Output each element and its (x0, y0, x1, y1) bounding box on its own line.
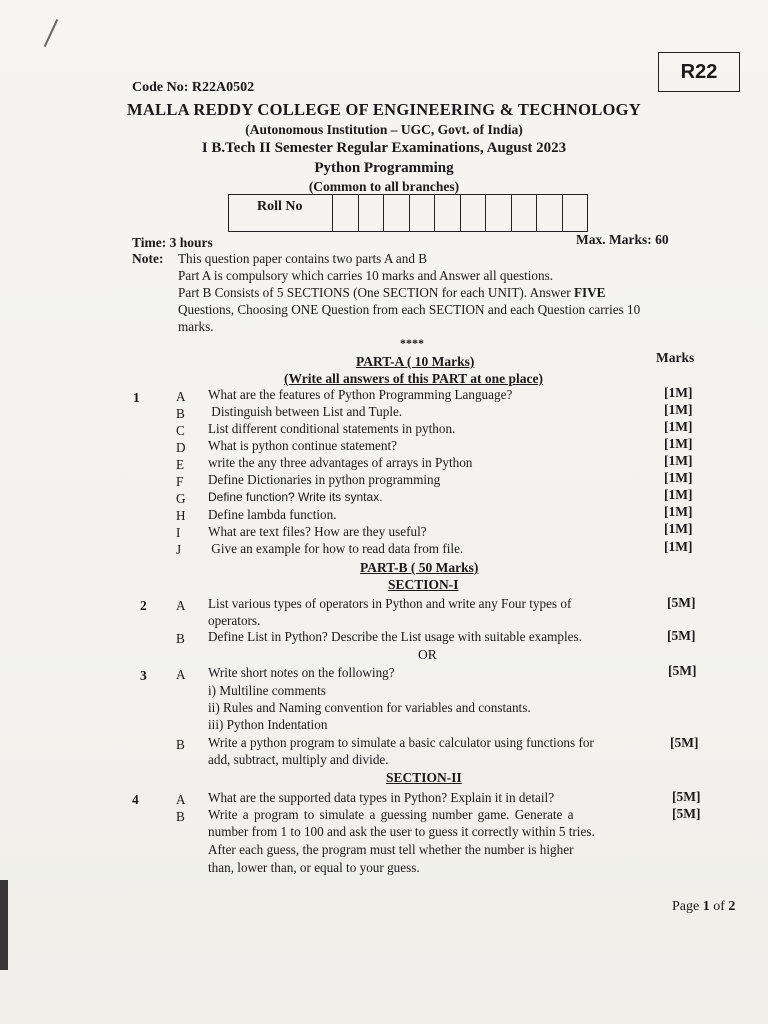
item-mark: [1M] (664, 487, 693, 502)
roll-digit-box[interactable] (537, 195, 563, 232)
item-text: What are the features of Python Programming Language? (208, 387, 513, 402)
marks-header: Marks (656, 350, 695, 365)
roll-number-grid (228, 194, 588, 232)
common-branches: (Common to all branches) (308, 179, 460, 194)
item-letter: B (176, 737, 185, 752)
item-mark: [5M] (672, 789, 701, 804)
item-mark: [1M] (664, 539, 693, 554)
item-text: Define Dictionaries in python programming (208, 472, 441, 487)
part-b-title: PART-B ( 50 Marks) (360, 560, 479, 575)
note-five: FIVE (573, 285, 606, 300)
item-text: List various types of operators in Python and write any Four types of (208, 596, 572, 611)
item-mark: [1M] (664, 470, 693, 485)
part-a-subtitle: (Write all answers of this PART at one place) (284, 371, 543, 386)
section-1-title: SECTION-I (388, 577, 459, 592)
item-letter: B (176, 406, 185, 421)
exam-title: I B.Tech II Semester Regular Examinations, August 2023 (201, 140, 567, 156)
item-text: After each guess, the program must tell whether the number is higher (208, 842, 574, 857)
item-letter: I (176, 525, 181, 540)
autonomy-line: (Autonomous Institution – UGC, Govt. of India) (245, 122, 523, 137)
roll-digit-box[interactable] (409, 195, 435, 232)
item-text: Define List in Python? Describe the List usage with suitable examples. (208, 629, 582, 644)
separator-stars: **** (400, 336, 424, 350)
item-mark: [1M] (664, 453, 693, 468)
item-letter: E (176, 457, 185, 472)
item-letter: B (176, 809, 185, 824)
item-letter: B (176, 631, 185, 646)
or-separator: OR (418, 647, 437, 662)
item-letter: D (176, 440, 186, 455)
item-letter: F (176, 474, 184, 489)
item-text: operators. (208, 613, 261, 628)
item-letter: A (176, 389, 186, 404)
page-number: 1 (702, 899, 710, 914)
note-line-2: Part A is compulsory which carries 10 marks and Answer all questions. (178, 268, 554, 283)
roll-no-label: Roll No (229, 195, 333, 232)
item-letter: J (176, 542, 182, 557)
item-text: Write a program to simulate a guessing number game. Generate a (208, 807, 574, 822)
item-text: Distinguish between List and Tuple. (208, 404, 403, 419)
note-line-3-text: Part B Consists of 5 SECTIONS (One SECTION for each UNIT). Answer (178, 285, 571, 300)
note-label: Note: (132, 251, 164, 266)
item-mark: [5M] (667, 595, 696, 610)
item-mark: [5M] (667, 628, 696, 643)
item-text: write the any three advantages of arrays in Python (208, 455, 473, 470)
item-text: iii) Python Indentation (208, 717, 328, 732)
note-line-3 (178, 285, 605, 301)
roll-digit-box[interactable] (460, 195, 486, 232)
page-indicator (672, 899, 735, 915)
roll-digit-box[interactable] (358, 195, 384, 232)
roll-digit-box[interactable] (435, 195, 461, 232)
code-number: Code No: R22A0502 (132, 80, 255, 95)
item-letter: G (176, 491, 186, 506)
page-total: 2 (728, 899, 736, 914)
item-mark: [5M] (668, 663, 697, 678)
item-letter: H (176, 508, 186, 523)
page-of: of (713, 899, 725, 914)
roll-digit-box[interactable] (384, 195, 410, 232)
pencil-mark (44, 19, 58, 47)
item-letter: C (176, 423, 185, 438)
question-number: 4 (132, 792, 139, 807)
item-text: Write a python program to simulate a basic calculator using functions for (208, 735, 594, 750)
item-text: What are the supported data types in Python? Explain it in detail? (208, 790, 555, 805)
regulation-box: R22 (658, 52, 740, 92)
item-text: What is python continue statement? (208, 438, 397, 453)
part-a-title: PART-A ( 10 Marks) (356, 354, 475, 369)
item-letter: A (176, 667, 186, 682)
item-text: ii) Rules and Naming convention for variables and constants. (208, 700, 531, 715)
max-marks: Max. Marks: 60 (576, 232, 669, 247)
note-line-4: Questions, Choosing ONE Question from each SECTION and each Question carries 10 (178, 302, 641, 317)
item-text: What are text files? How are they useful? (208, 524, 427, 539)
item-mark: [5M] (672, 806, 701, 821)
section-2-title: SECTION-II (386, 770, 462, 785)
note-line-5: marks. (178, 319, 214, 334)
binding-shadow (0, 880, 8, 970)
exam-duration: Time: 3 hours (132, 235, 213, 250)
subject-title: Python Programming (314, 160, 454, 176)
item-letter: A (176, 792, 186, 807)
item-letter: A (176, 598, 186, 613)
roll-digit-box[interactable] (486, 195, 512, 232)
item-text: Define lambda function. (208, 507, 337, 522)
note-line-1: This question paper contains two parts A and B (178, 251, 428, 266)
college-name: MALLA REDDY COLLEGE OF ENGINEERING & TECHNOLOGY (126, 100, 642, 119)
item-mark: [1M] (664, 521, 693, 536)
item-text: i) Multiline comments (208, 683, 326, 698)
question-number: 1 (133, 390, 140, 405)
page-label: Page (672, 899, 700, 914)
item-mark: [1M] (664, 385, 693, 400)
question-number: 2 (140, 598, 147, 613)
item-mark: [5M] (670, 735, 699, 750)
item-text: Give an example for how to read data from file. (208, 541, 464, 556)
item-text: List different conditional statements in python. (208, 421, 456, 436)
question-number: 3 (140, 668, 147, 683)
item-mark: [1M] (664, 436, 693, 451)
item-text: number from 1 to 100 and ask the user to guess it correctly within 5 tries. (208, 824, 595, 839)
item-text: Define function? Write its syntax. (208, 490, 383, 504)
item-text: than, lower than, or equal to your guess. (208, 860, 420, 875)
roll-digit-box[interactable] (562, 195, 588, 232)
item-mark: [1M] (664, 504, 693, 519)
item-text: Write short notes on the following? (208, 665, 395, 680)
roll-digit-box[interactable] (333, 195, 359, 232)
roll-digit-box[interactable] (511, 195, 537, 232)
item-text: add, subtract, multiply and divide. (208, 752, 389, 767)
item-mark: [1M] (664, 402, 693, 417)
item-mark: [1M] (664, 419, 693, 434)
